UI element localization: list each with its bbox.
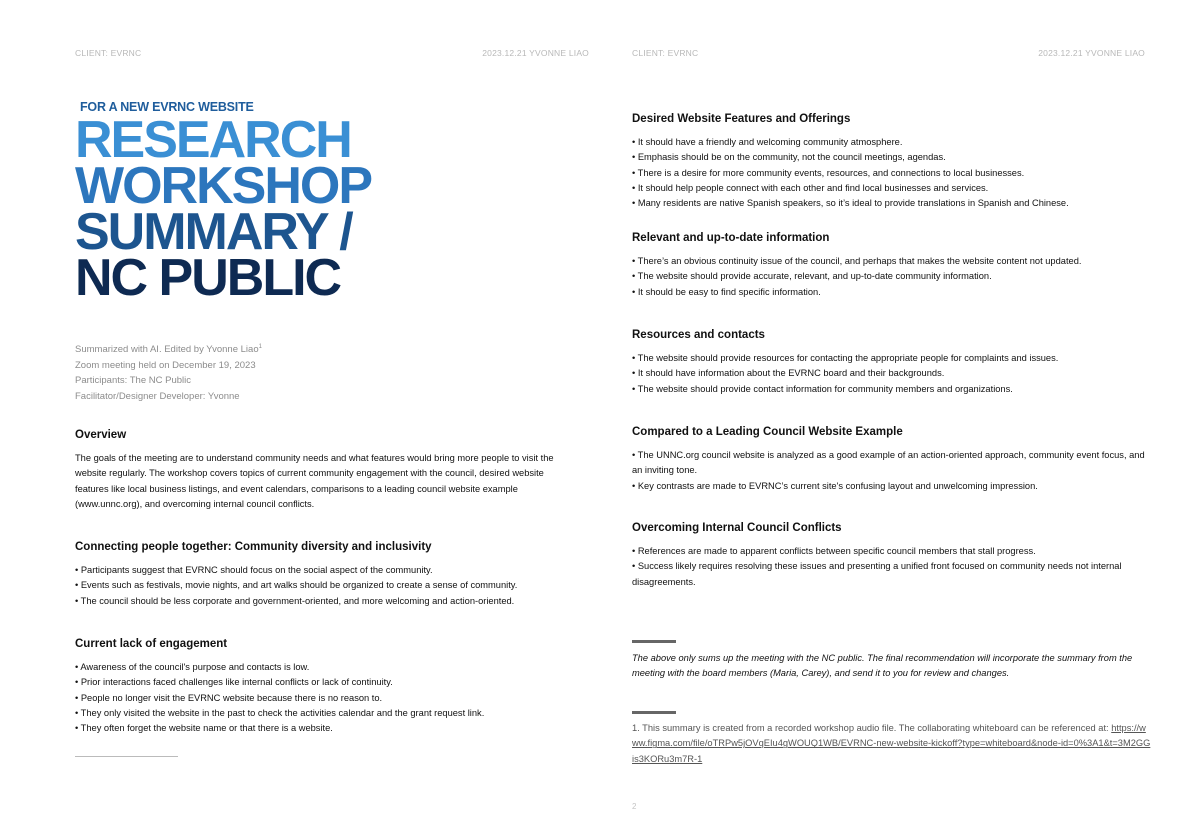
list-item: • It should have a friendly and welcoming community atmosphere.	[632, 137, 903, 147]
list-item: • People no longer visit the EVRNC website because there is no reason to.	[75, 692, 383, 703]
hero-title	[75, 111, 371, 307]
section-title: Compared to a Leading Council Website Example	[632, 426, 903, 438]
list-item: • Participants suggest that EVRNC should focus on the social aspect of the community.	[75, 565, 433, 575]
section-title: Resources and contacts	[632, 329, 765, 341]
section-relevant	[632, 232, 1152, 300]
list-item: • There is a desire for more community events, resources, and connections to local businesses.	[632, 167, 1025, 178]
note-divider	[632, 640, 676, 643]
whiteboard-link[interactable]: https://www.figma.com/file/oTRPw5jOVqEIu4gWOUQ1WB/EVRNC-new-website-kickoff?type=whiteboard&node-id=0%3A1&t=3M2GGis3KORu3m7R-1	[632, 723, 1151, 764]
section-features	[632, 113, 1152, 211]
list-item: • Success likely requires resolving these issues and presenting a unified front focused on community needs not internal disagreements.	[632, 561, 1122, 587]
list-item: • Emphasis should be on the community, not the council meetings, agendas.	[632, 152, 946, 163]
closing-note: The above only sums up the meeting with the NC public. The final recommendation will incorporate the summary from the meeting with the board members (Maria, Carey), and send it to you for review and changes.	[632, 653, 1133, 678]
header-date-author: 2023.12.21 YVONNE LIAO	[482, 48, 589, 58]
list-item: • References are made to apparent conflicts between specific council members that stall progress.	[632, 546, 1036, 556]
list-item: • They often forget the website name or that there is a website.	[75, 723, 333, 734]
list-item: • The council should be less corporate and government-oriented, and more welcoming and action-oriented.	[75, 595, 515, 606]
meta-facilitator: Facilitator/Designer Developer: Yvonne	[75, 390, 240, 402]
section-resources	[632, 329, 1152, 397]
section-title: Desired Website Features and Offerings	[632, 113, 851, 125]
section-overview	[75, 429, 575, 512]
list-item: • The website should provide accurate, relevant, and up-to-date community information.	[632, 271, 992, 282]
section-conflicts	[632, 522, 1152, 590]
kicker-title: FOR A NEW EVRNC WEBSITE	[80, 100, 254, 114]
list-item: • The website should provide contact information for community members and organizations.	[632, 383, 1013, 394]
footnote-divider	[75, 756, 178, 757]
meta-summarized: Summarized with AI. Edited by Yvonne Liao	[75, 344, 259, 356]
page-number: 2	[632, 802, 637, 811]
section-compared	[632, 426, 1152, 494]
section-title: Overcoming Internal Council Conflicts	[632, 522, 842, 534]
page-right	[601, 0, 1202, 831]
section-title: Current lack of engagement	[75, 638, 228, 650]
header-client: CLIENT: EVRNC	[632, 48, 699, 58]
hero-line: SUMMARY /	[75, 203, 352, 261]
header-client: CLIENT: EVRNC	[75, 48, 142, 58]
list-item: • It should be easy to find specific information.	[632, 286, 821, 297]
list-item: • Many residents are native Spanish speakers, so it’s ideal to provide translations in Spanish and Chinese.	[632, 198, 1069, 209]
section-engagement	[75, 638, 575, 736]
footnote-divider	[632, 711, 676, 714]
footnote-ref[interactable]: 1	[258, 344, 262, 350]
meta-zoom: Zoom meeting held on December 19, 2023	[75, 359, 256, 371]
header-date-author: 2023.12.21 YVONNE LIAO	[1038, 48, 1145, 58]
section-title: Relevant and up-to-date information	[632, 232, 830, 244]
hero-line: RESEARCH	[75, 111, 351, 169]
section-connecting	[75, 541, 575, 609]
section-title: Overview	[75, 429, 127, 441]
list-item: • Key contrasts are made to EVRNC’s current site's confusing layout and unwelcoming impression.	[632, 480, 1038, 491]
list-item: • Prior interactions faced challenges like internal conflicts or lack of continuity.	[75, 677, 393, 688]
hero-line: WORKSHOP	[75, 157, 371, 215]
meta-info	[75, 340, 262, 404]
hero-line: NC PUBLIC	[75, 249, 341, 307]
list-item: • The website should provide resources for contacting the appropriate people for complaints and issues.	[632, 353, 1059, 363]
meta-participants: Participants: The NC Public	[75, 375, 191, 387]
list-item: • It should have information about the EVRNC board and their backgrounds.	[632, 368, 945, 379]
footnote	[632, 721, 1152, 767]
list-item: • The UNNC.org council website is analyzed as a good example of an action-oriented approach, community event focus, and an inviting tone.	[632, 450, 1145, 476]
list-item: • Awareness of the council's purpose and contacts is low.	[75, 662, 310, 672]
list-item: • It should help people connect with each other and find local businesses and services.	[632, 182, 989, 193]
list-item: • They only visited the website in the past to check the activities calendar and the grant request link.	[75, 707, 485, 718]
section-title: Connecting people together: Community diversity and inclusivity	[75, 541, 432, 553]
list-item: • There’s an obvious continuity issue of the council, and perhaps that makes the website content not updated.	[632, 256, 1082, 266]
section-body: The goals of the meeting are to understand community needs and what features would bring more people to visit the website regularly. The workshop covers topics of current community engagement with the council, desired website features like local business listings, and event calendars, comparisons to a leading council website example (www.unnc.org), and overcoming internal council conflicts.	[75, 453, 554, 509]
list-item: • Events such as festivals, movie nights, and art walks should be organized to create a sense of community.	[75, 580, 518, 591]
footnote-text: 1. This summary is created from a recorded workshop audio file. The collaborating whiteboard can be referenced at:	[632, 723, 1112, 733]
